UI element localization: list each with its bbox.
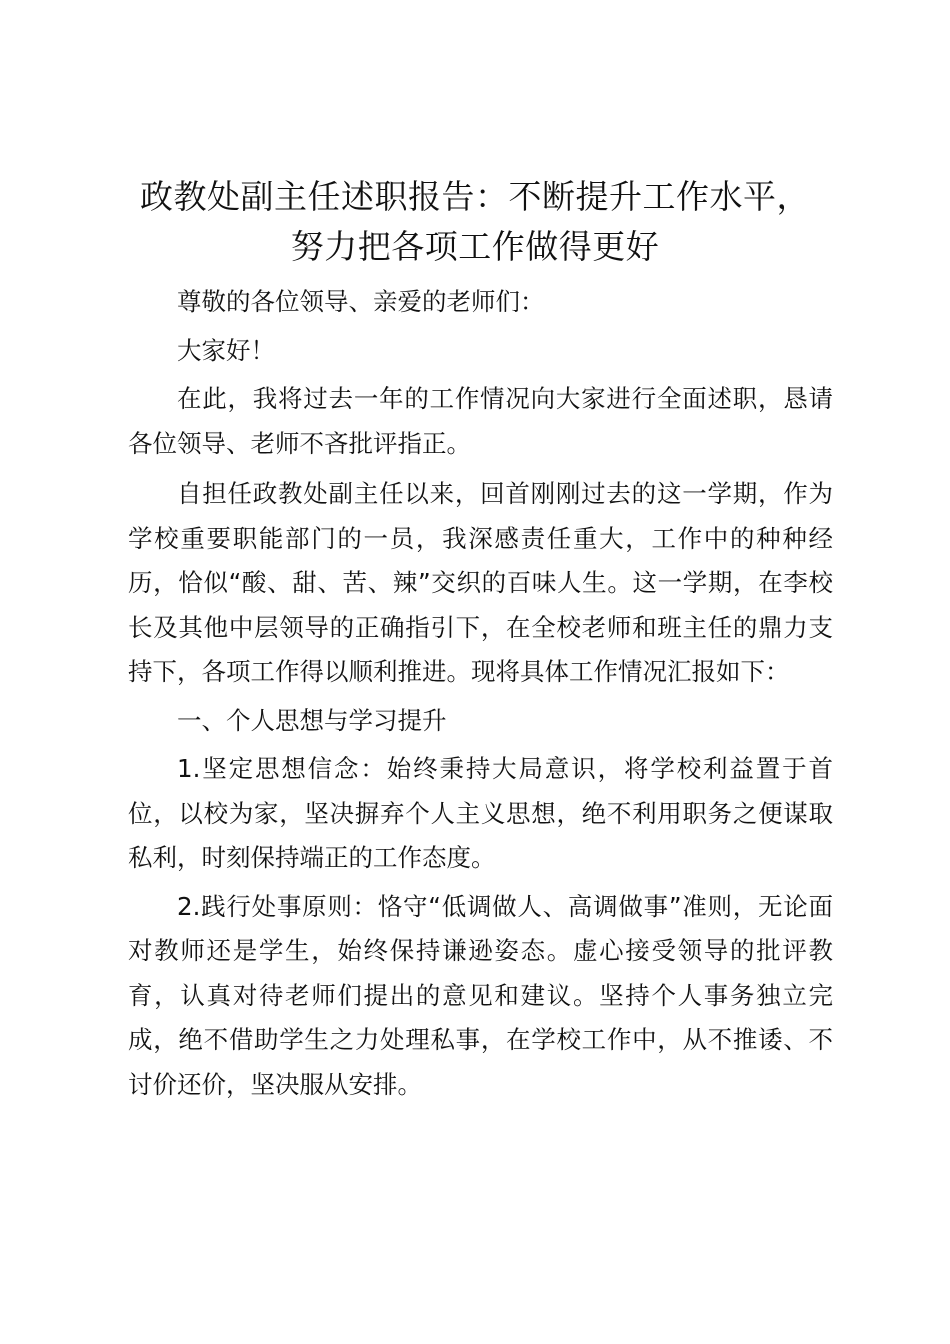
item-paragraph-1: 1.坚定思想信念：始终秉持大局意识，将学校利益置于首位，以校为家，坚决摒弃个人主义思想，绝不利用职务之便谋取私利，时刻保持端正的工作态度。: [128, 754, 833, 872]
greeting-paragraph: 大家好！: [177, 335, 275, 365]
document-title: [100, 172, 850, 272]
overview-paragraph: 自担任政教处副主任以来，回首刚刚过去的这一学期，作为学校重要职能部门的一员，我深感责任重大，工作中的种种经历，恰似“酸、甜、苦、辣”交织的百味人生。这一学期，在李校长及其他中层领导的正确指引下，在全校老师和班主任的鼎力支持下，各项工作得以顺利推进。现将具体工作情况汇报如下：: [128, 479, 833, 686]
section-heading-1: 一、个人思想与学习提升: [177, 705, 447, 735]
salutation-paragraph: 尊敬的各位领导、亲爱的老师们：: [177, 287, 545, 316]
document-title-line-1: 政教处副主任述职报告：不断提升工作水平，: [140, 177, 810, 216]
intro-paragraph: 在此，我将过去一年的工作情况向大家进行全面述职，恳请各位领导、老师不吝批评指正。: [128, 384, 833, 458]
document-title-line-2: 努力把各项工作做得更好: [290, 227, 660, 266]
document-body: [128, 280, 833, 1107]
item-paragraph-2: 2.践行处事原则：恪守“低调做人、高调做事”准则，无论面对教师还是学生，始终保持谦逊姿态。虚心接受领导的批评教育，认真对待老师们提出的意见和建议。坚持个人事务独立完成，绝不借助学生之力处理私事，在学校工作中，从不推诿、不讨价还价，坚决服从安排。: [128, 891, 833, 1099]
